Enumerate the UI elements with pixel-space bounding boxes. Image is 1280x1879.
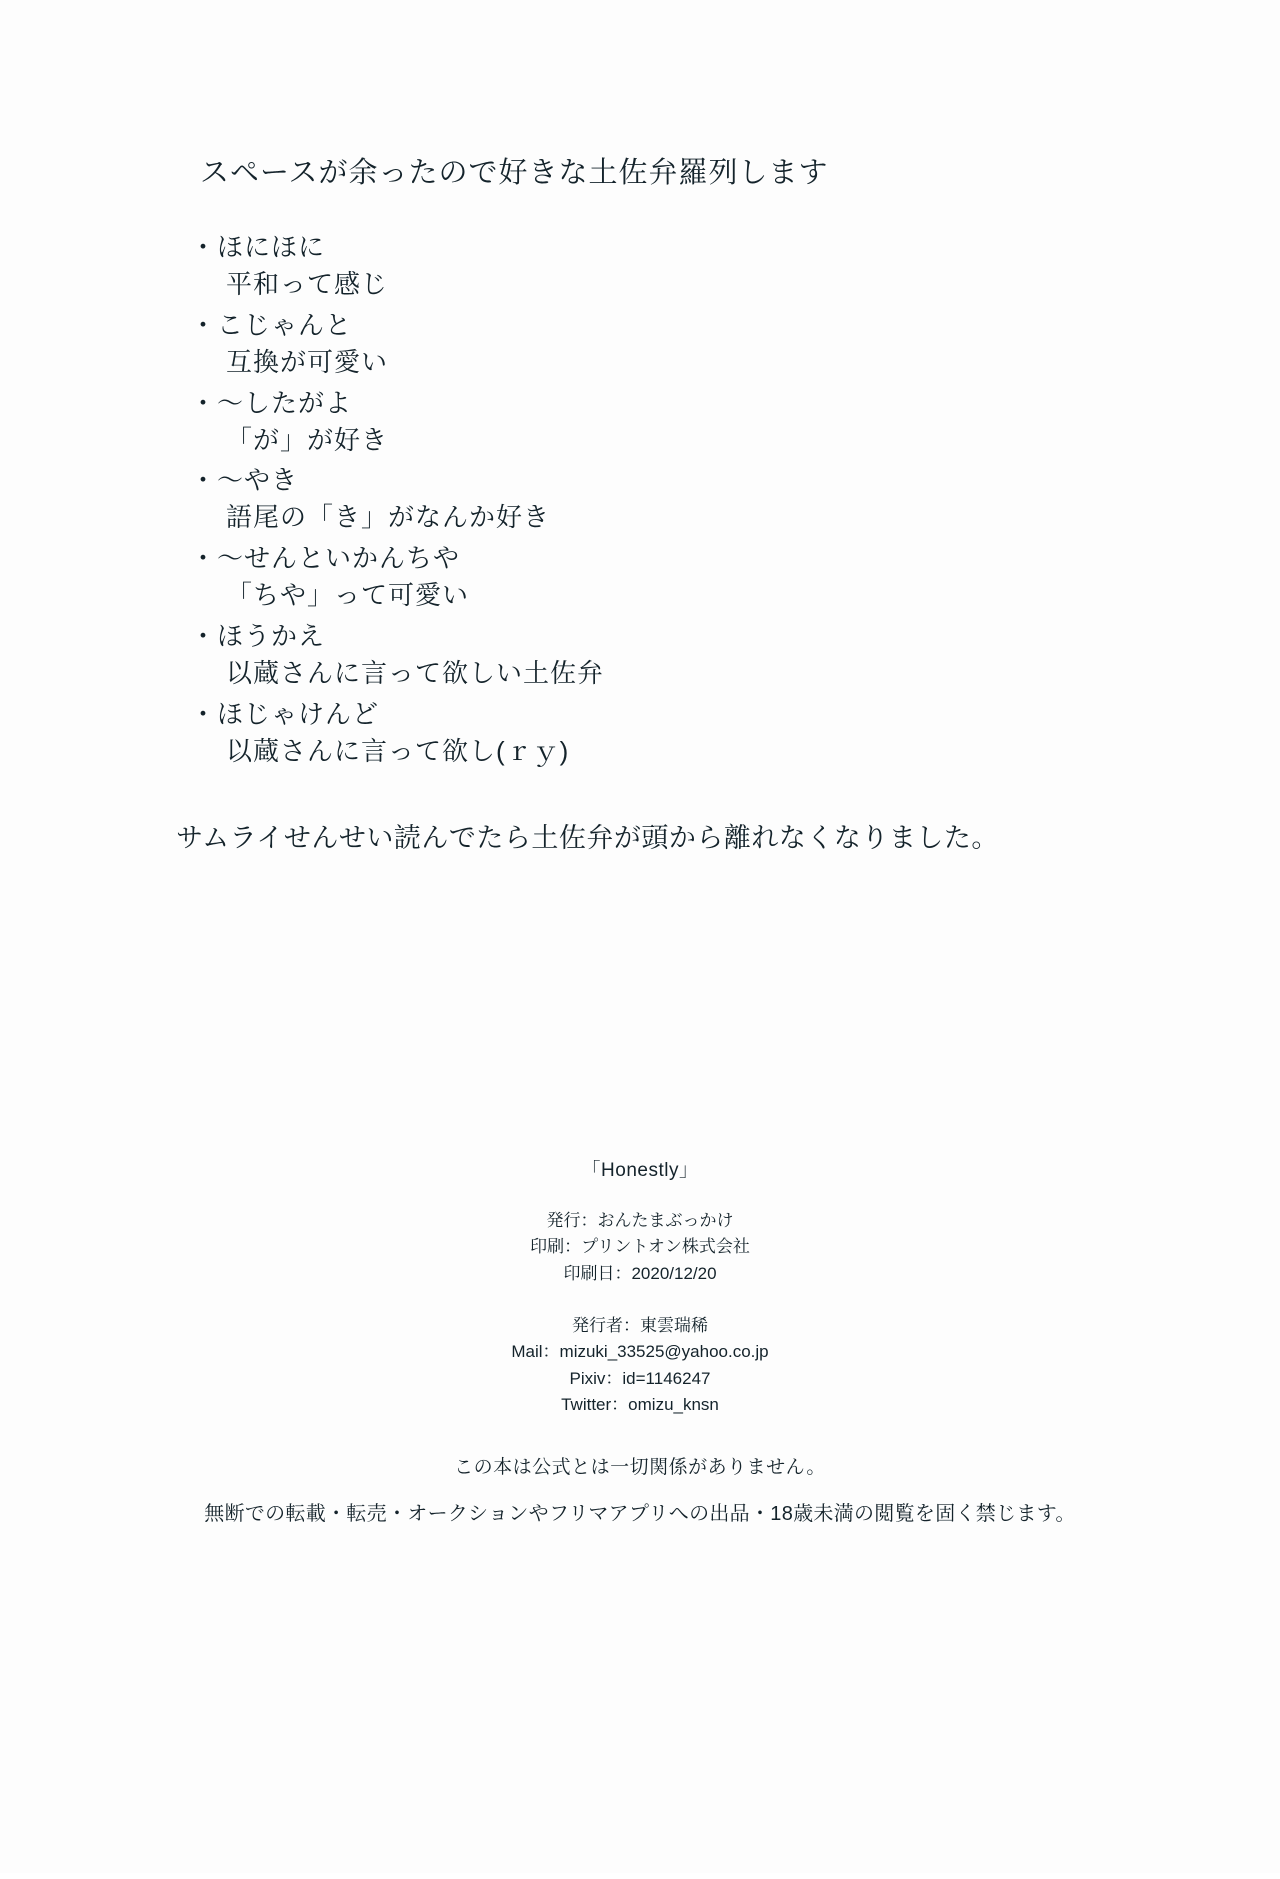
dialect-term: ・〜やき [190, 465, 299, 496]
dialect-list-section [176, 150, 1130, 855]
dialect-term: ・こじゃんと [190, 309, 353, 340]
page-title: スペースが余ったので好きな土佐弁羅列します [200, 157, 829, 189]
dialect-gloss: 以蔵さんに言って欲しい土佐弁 [226, 657, 605, 688]
dialect-gloss: 平和って感じ [226, 268, 389, 299]
colophon [0, 1155, 1280, 1526]
printer-line: 印刷：プリントオン株式会社 [530, 1237, 750, 1257]
dialect-gloss: 以蔵さんに言って欲し(ｒｙ) [226, 735, 570, 766]
dialect-gloss: 「が」が好き [226, 424, 389, 455]
dialect-gloss: 互換が可愛い [226, 346, 389, 377]
twitter-line: Twitter：omizu_knsn [561, 1395, 719, 1415]
dialect-term: ・ほにほに [190, 232, 326, 262]
publication-info [0, 1208, 1280, 1287]
list-item [190, 462, 1130, 536]
list-item [190, 696, 1130, 770]
list-item [190, 385, 1130, 459]
colophon-title: 「Honestly」 [581, 1160, 699, 1181]
list-item [190, 540, 1130, 614]
dialect-term: ・ほうかえ [190, 621, 326, 652]
publisher-line: 発行：おんたまぶっかけ [546, 1211, 734, 1230]
dialect-gloss: 語尾の「き」がなんか好き [226, 502, 551, 533]
dialect-gloss: 「ちや」って可愛い [226, 580, 470, 611]
dialect-term: ・ほじゃけんど [190, 698, 380, 729]
mail-line: Mail：mizuki_33525@yahoo.co.jp [511, 1342, 769, 1362]
dialect-term: ・〜せんといかんちや [190, 543, 461, 574]
closing-note: サムライせんせい読んでたら土佐弁が頭から離れなくなりました。 [176, 822, 999, 853]
dialect-term: ・〜したがよ [190, 387, 353, 418]
list-item [190, 229, 1130, 303]
pixiv-line: Pixiv：id=1146247 [569, 1368, 711, 1388]
list-item [190, 618, 1130, 692]
print-date-line: 印刷日：2020/12/20 [563, 1263, 717, 1283]
disclaimer-reuse: 無断での転載・転売・オークションやフリマアプリへの出品・18歳未満の閲覧を固く禁じます。 [204, 1503, 1076, 1526]
disclaimer-official: この本は公式とは一切関係がありません。 [454, 1457, 826, 1479]
author-line: 発行者：東雲瑞稀 [572, 1316, 708, 1336]
page-bottom-edge [0, 1873, 1280, 1879]
list-item [190, 307, 1130, 381]
contact-info [0, 1313, 1280, 1418]
